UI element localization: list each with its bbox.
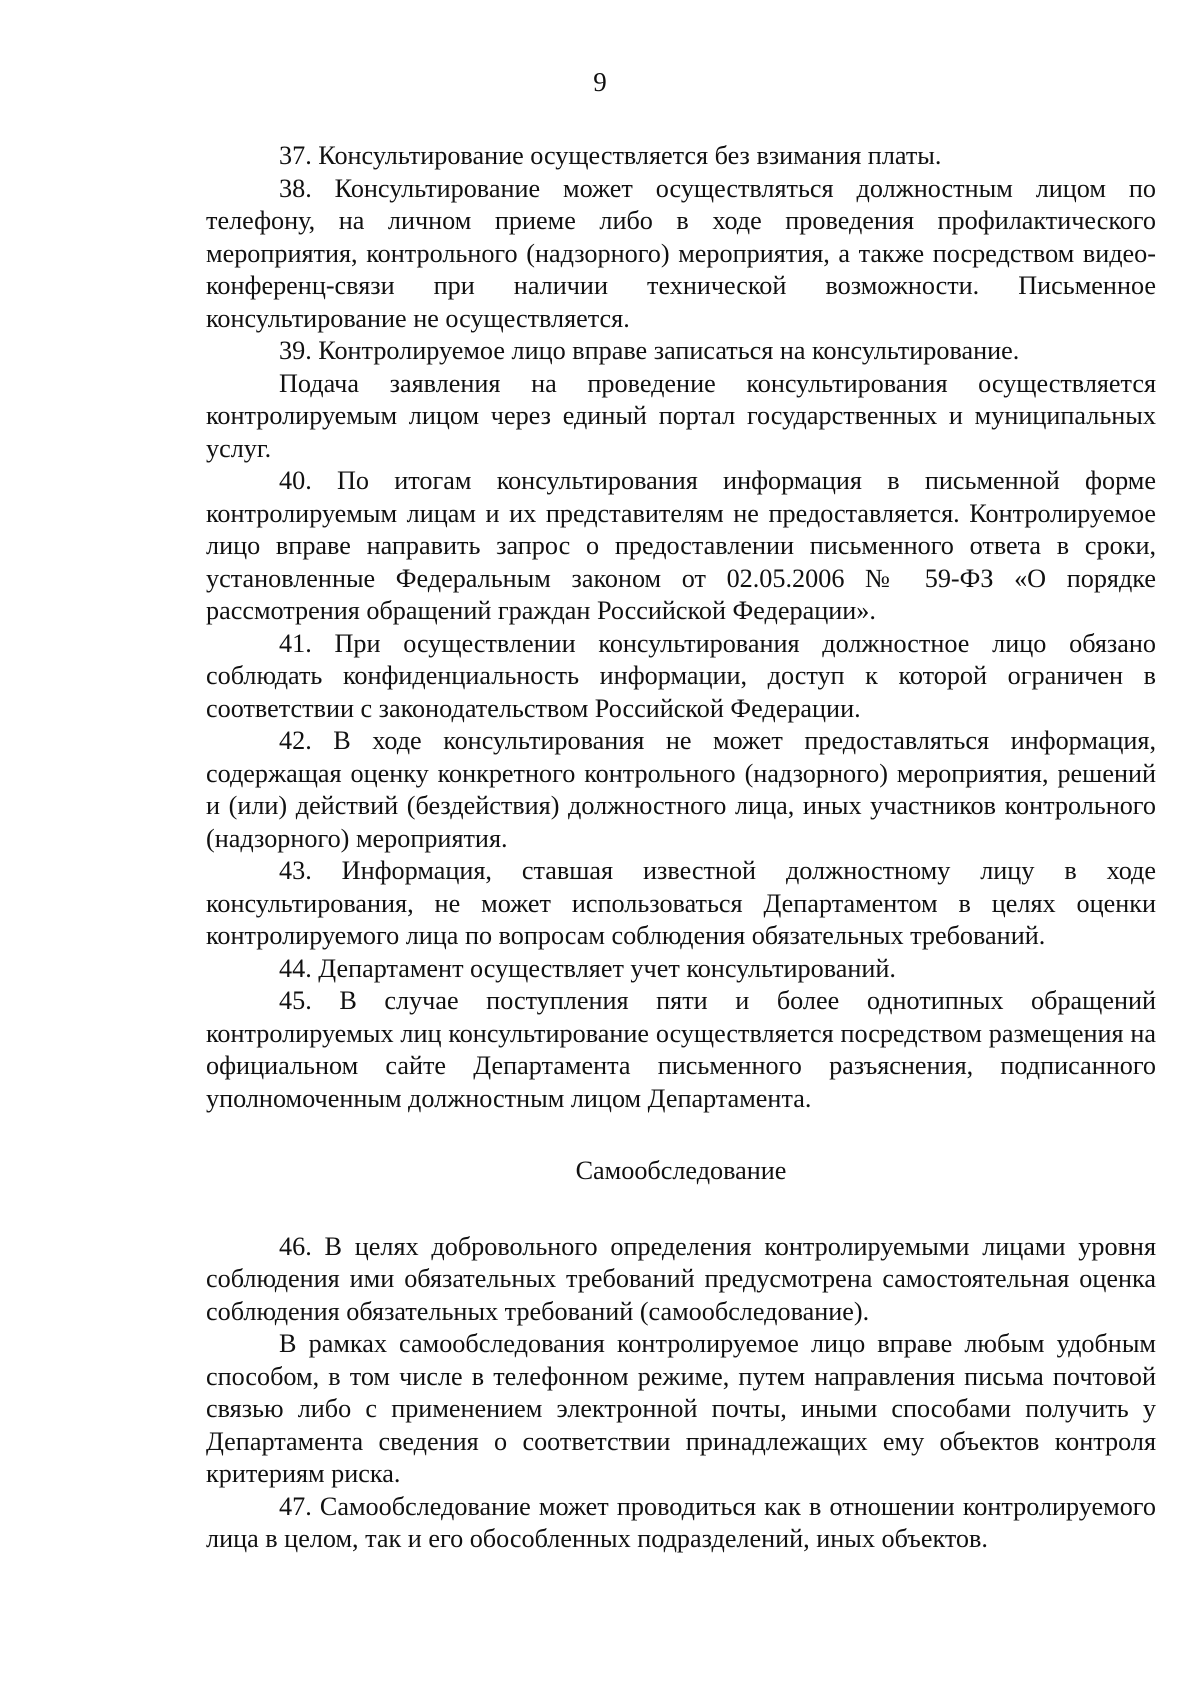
paragraph-37: 37. Консультирование осуществляется без взимания платы. (279, 141, 942, 170)
paragraph-45: 45. В случае поступления пяти и более однотипных обращений контролируемых лиц консультирование осуществляется посредством размещения на официальном сайте Департамента письменного разъяснения, подписанного уполномоченным должностным лицом Департамента. (206, 986, 1156, 1113)
paragraph-44: 44. Департамент осуществляет учет консультирований. (279, 953, 896, 983)
paragraph-46-self-check: В рамках самообследования контролируемое лицо вправе любым удобным способом, в том числе в телефонном режиме, путем направления письма почтовой связью либо с применением электронной почты, иными способами получить у Департамента сведения о соответствии принадлежащих ему объектов контроля критериям риска. (206, 1329, 1156, 1488)
paragraph-38: 38. Консультирование может осуществляться должностным лицом по телефону, на личном приеме либо в ходе проведения профилактического мероприятия, контрольного (надзорного) мероприятия, а также посредством видео-конференц-связи при наличии технической возможности. Письменное консультирование не осуществляется. (206, 173, 1156, 333)
paragraph-47: 47. Самообследование может проводиться как в отношении контролируемого лица в целом, так и его обособленных подразделений, иных объектов. (206, 1491, 1156, 1553)
document-body (206, 140, 1156, 1556)
section-heading: Самообследование (575, 1156, 787, 1185)
paragraph-41: 41. При осуществлении консультирования должностное лицо обязано соблюдать конфиденциальность информации, доступ к которой ограничен в соответствии с законодательством Российской Федерации. (206, 628, 1156, 723)
page-number: 9 (593, 67, 607, 97)
paragraph-39: 39. Контролируемое лицо вправе записаться на консультирование. (279, 336, 1020, 365)
paragraph-39-application: Подача заявления на проведение консультирования осуществляется контролируемым лицом через единый портал государственных и муниципальных услуг. (206, 368, 1156, 463)
paragraph-43: 43. Информация, ставшая известной должностному лицу в ходе консультирования, не может использоваться Департаментом в целях оценки контролируемого лица по вопросам соблюдения обязательных требований. (206, 856, 1156, 950)
paragraph-42: 42. В ходе консультирования не может предоставляться информация, содержащая оценку конкретного контрольного (надзорного) мероприятия, решений и (или) действий (бездействия) должностного лица, иных участников контрольного (надзорного) мероприятия. (206, 726, 1156, 853)
paragraph-46: 46. В целях добровольного определения контролируемыми лицами уровня соблюдения ими обязательных требований предусмотрена самостоятельная оценка соблюдения обязательных требований (самообследование). (206, 1231, 1156, 1326)
paragraph-40: 40. По итогам консультирования информация в письменной форме контролируемым лицам и их представителям не предоставляется. Контролируемое лицо вправе направить запрос о предоставлении письменного ответа в сроки, установленные Федеральным законом от 02.05.2006 № 59-ФЗ «О порядке рассмотрения обращений граждан Российской Федерации». (206, 466, 1156, 625)
